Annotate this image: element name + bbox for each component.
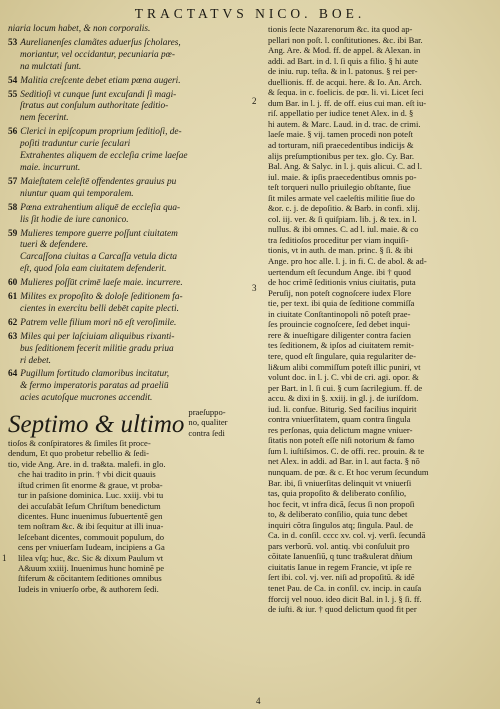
summary-item bbox=[8, 292, 240, 316]
summary-item bbox=[8, 332, 240, 368]
body-line: iul. maie. & ipſis praecedentibus omnis po- bbox=[268, 171, 417, 182]
margin-marker-4: 4 bbox=[256, 696, 261, 706]
body-line: pars verborū. vol. antiq. vbi conſuluit pro bbox=[268, 540, 410, 551]
summary-line bbox=[8, 203, 240, 215]
summary-line bbox=[8, 240, 240, 252]
body-line: Ange. pro hoc alle. l. j. in fi. C. de abol. & ad- bbox=[268, 256, 427, 267]
body-line: inquiri cōtra ſingulos atq; ſingula. Paul. de bbox=[268, 519, 414, 530]
body-line: in ciuitate Conſtantinopoli nō poteſt prae- bbox=[268, 308, 411, 319]
summary-line bbox=[8, 304, 240, 316]
summary-text: Malitia creſcente debet etiam pœna augeri. bbox=[20, 75, 181, 86]
body-line: duellionis. ff. de acqui. here. & Io. An. Arch. bbox=[268, 76, 422, 87]
summary-number: 57 bbox=[8, 176, 18, 187]
summary-line bbox=[8, 344, 240, 356]
body-line: ſtiferum & cōcitantem ſeditiones omnibus bbox=[18, 573, 162, 584]
summary-text: niaria locum habet, & non corporalis. bbox=[8, 24, 151, 34]
summary-item bbox=[8, 318, 240, 330]
body-line: accu. & dixi in §. xxiij. in gl. j. de iuriſdom. bbox=[268, 393, 419, 404]
body-line: Peruſij, non poteſt cognoſcere iudex Flore bbox=[268, 287, 412, 298]
summary-line bbox=[8, 127, 240, 139]
summary-line bbox=[8, 252, 240, 264]
summary-item bbox=[8, 76, 240, 88]
body-line: A&uum xxiiij. Inuenimus hunc hominē pe bbox=[18, 562, 165, 573]
summary-line bbox=[8, 356, 240, 368]
body-line: ad torturam, niſi praecedentibus indicijs & bbox=[268, 140, 414, 151]
summary-text: cientes in exercitu belli debēt capite plecti. bbox=[20, 303, 179, 314]
summary-item bbox=[8, 177, 240, 201]
body-line: cōitate Ianuenſiū, q tunc tra&ulerat dñium bbox=[268, 551, 413, 562]
summary-text: nem fecerint. bbox=[20, 113, 69, 124]
summary-line bbox=[8, 369, 240, 381]
body-line: net Alex. in addi. ad Bar. in l. aut facta. § nō bbox=[268, 456, 420, 467]
summary-item bbox=[8, 229, 240, 277]
summary-text: moriantur, vel occidantur, pecuniaria pœ- bbox=[20, 49, 175, 60]
summary-line bbox=[8, 90, 240, 102]
body-line: hi autem. & Marc. Laud. in d. trac. de crimi. bbox=[268, 118, 421, 129]
septimo-side-line: contra ſedi bbox=[188, 427, 225, 438]
summary-line bbox=[8, 113, 240, 125]
summary-number: 61 bbox=[8, 292, 18, 303]
summary-number: 59 bbox=[8, 228, 18, 239]
margin-marker-2: 2 bbox=[252, 96, 257, 106]
body-line: Bar. ibi, ſi vniuerſitas delinquit vt vniuerſi bbox=[268, 477, 412, 488]
summary-item bbox=[8, 278, 240, 290]
summary-text: Patrem velle filium mori nō eſt veroſimile. bbox=[20, 317, 177, 328]
body-line: &or. c. j. de depoſitio. & Barb. in confi. xlij. bbox=[268, 203, 420, 214]
running-title: TRACTATVS NICO. BOE. bbox=[134, 6, 366, 21]
body-line: hoc fecit, vt infra dicā, ſecus ſi non propoſi bbox=[268, 498, 415, 509]
summary-text: Mulieres tempore guerre poſſunt ciuitatem bbox=[20, 228, 178, 239]
septimo-side-text bbox=[188, 407, 227, 438]
summary-line bbox=[8, 381, 240, 393]
body-line: addi. ad Bart. in d. l. ſi quis a filio. § hi aute bbox=[268, 55, 419, 66]
body-line: contra vniuerſitatem, quam contra ſingula bbox=[268, 414, 411, 425]
septimo-side-line: praeſuppo- bbox=[188, 407, 226, 418]
summary-line bbox=[8, 292, 240, 304]
body-line: tur in paſsione dominica. Luc. xxiij. vbi tu bbox=[18, 490, 164, 501]
summary-line bbox=[8, 332, 240, 344]
body-line: leſcebant dicentes, commouit populum, do bbox=[18, 531, 165, 542]
summary-line bbox=[8, 101, 240, 113]
body-line: ſes prouincie cognoſcere, ſed debet inqui- bbox=[268, 319, 411, 330]
body-line: alijs preſumptionibus per tex. glo. Cy. Bar. bbox=[268, 150, 414, 161]
body-line: iſtud crimen ſit enorme & graue, vt proba- bbox=[18, 479, 163, 490]
summary-text: eſt, quod ſola eam ciuitatem defenderit. bbox=[20, 264, 167, 275]
body-line: ciuitatis Ianue in regem Francie, vt ipſe re bbox=[268, 561, 412, 572]
body-line: uertendum eſt ſecundum Ange. ibi † quod bbox=[268, 266, 411, 277]
summary-text: ri debet. bbox=[20, 355, 51, 366]
summary-item bbox=[8, 203, 240, 227]
body-line: tionis, vt in auth. de man. princ. § ſi. & ibi bbox=[268, 245, 413, 256]
summary-line bbox=[8, 189, 240, 201]
summary-text: Mulieres poſſūt crimē laeſe maie. incurrere. bbox=[20, 278, 183, 289]
summary-line bbox=[8, 278, 240, 290]
summary-line bbox=[8, 393, 240, 405]
summary-text: Seditioſi vt cunque ſunt excuſandi ſi magi- bbox=[20, 89, 177, 100]
body-line: Ang. Are. & Mod. ff. de appel. & Alexan. in bbox=[268, 45, 421, 56]
body-line: tioſos & conſpiratores & ſimiles ſit proce- bbox=[8, 438, 151, 449]
summary-text: bus ſeditionem fecerit militie gradu priua bbox=[20, 343, 174, 354]
body-line: res perſonas, quia delictum magne vniuer- bbox=[268, 424, 413, 435]
body-line: tem noſtram &c. & ibi ſequitur at illi inua- bbox=[18, 521, 164, 532]
summary-line bbox=[8, 177, 240, 189]
body-line: tere, quod eſt ſingulare, quia regulariter de- bbox=[268, 350, 416, 361]
body-line: tes ſeditionem, & ipſos ad ciuitatem remit- bbox=[268, 340, 414, 351]
septimo-heading bbox=[8, 407, 240, 438]
body-line: tio, vide Ang. Are. in d. tra&ta. malefi. in glo. bbox=[8, 458, 166, 469]
septimo-section bbox=[8, 407, 240, 594]
right-column bbox=[268, 24, 492, 615]
summary-text: acies acutoſque mucrones accendit. bbox=[20, 393, 153, 404]
summary-line bbox=[8, 50, 240, 62]
body-line: teſt torqueri nullo priuilegio obſtante, ſiue bbox=[268, 182, 411, 193]
summary-text: Carcaſſona ciuitas a Carcaſſa vetula dicta bbox=[20, 252, 178, 263]
body-line: tenet Pau. de Ca. in conſil. cv. incip. in cauſa bbox=[268, 582, 422, 593]
summary-number: 60 bbox=[8, 278, 18, 289]
summary-line bbox=[8, 151, 240, 163]
septimo-side-line: no, qualiter bbox=[188, 417, 228, 428]
body-line: nullus. & ibi omnes. C. ad l. iul. maie. & co bbox=[268, 224, 419, 235]
body-line: dicentes. Hunc inuenimus ſubuertentē gen bbox=[18, 510, 163, 521]
body-line: rere & inueſtigare diligenter contra facien bbox=[268, 329, 411, 340]
body-line: che hai tradito in prin. † vbi dicit quauis bbox=[18, 469, 156, 480]
summary-line bbox=[8, 24, 240, 36]
body-line: Iudeis in vniuerſo orbe, & authorem ſedi. bbox=[18, 583, 159, 594]
body-line: ſert ibi. col. vj. ver. niſi ad propoſitū. & idē bbox=[268, 572, 415, 583]
body-line: pellari non poſt. l. conſtitutiones. &c. ibi Bar. bbox=[268, 34, 423, 45]
summary-line bbox=[8, 229, 240, 241]
summary-text: Aurelianenſes clamãtes aduerſus ſcholares, bbox=[20, 37, 181, 48]
summary-number: 56 bbox=[8, 127, 18, 138]
body-line: tas, quia propoſito & deliberato conſilio, bbox=[268, 488, 407, 499]
summary-text: Miles qui per laſciuiam aliquibus rixanti- bbox=[20, 331, 175, 342]
body-line: & ſequa. in c. foelicis. de pœ. li. vi. Licet ſeci bbox=[268, 87, 424, 98]
summary-number: 55 bbox=[8, 89, 18, 100]
body-line: nunquam. de pœ. & c. Et hoc verum ſecundum bbox=[268, 466, 429, 477]
body-line: li&um alibi commiſſum poteſt illic puniri, vt bbox=[268, 361, 421, 372]
body-line: volunt doc. in l. j. C. vbi de cri. agi. opor. & bbox=[268, 372, 419, 383]
summary-number: 54 bbox=[8, 75, 18, 86]
body-line: tra ſeditioſos proceditur per viam inquiſi- bbox=[268, 234, 409, 245]
summary-text: Milites ex propoſito & doloſe ſeditionem fa- bbox=[20, 292, 183, 303]
summary-text: poſiti traduntur curie ſeculari bbox=[20, 139, 131, 150]
summary-line bbox=[8, 264, 240, 276]
body-line: dum Bar. in l. j. ff. de off. eius cui man. eſt iu- bbox=[268, 97, 427, 108]
body-line: ſum l. iuſtiſsimos. C. de offi. rec. prouin. & te bbox=[268, 445, 425, 456]
body-line: cens per vniuerſam Iudeam, incipiens a Ga bbox=[18, 542, 165, 553]
summary-text: niuntur quam qui temporalem. bbox=[20, 188, 134, 199]
summary-item bbox=[8, 38, 240, 74]
summary-number: 53 bbox=[8, 37, 18, 48]
body-line: lilea vſq; huc, &c. Sic & dixum Paulum vt bbox=[18, 552, 164, 563]
body-line: tionis ſecte Nazarenorum &c. ita quod ap- bbox=[268, 24, 413, 34]
summary-item bbox=[8, 127, 240, 175]
body-line: ſit miles armate vel caeleſtis militie ſiue do bbox=[268, 192, 415, 203]
summary-number: 62 bbox=[8, 317, 18, 328]
summary-number: 63 bbox=[8, 331, 18, 342]
summary-text: & fermo imperatoris paratas ad praeliū bbox=[20, 381, 169, 392]
summary-text: Extrahentes aliquem de eccleſia crime laeſae bbox=[20, 151, 188, 162]
summary-line bbox=[8, 139, 240, 151]
summary-line bbox=[8, 318, 240, 330]
left-column bbox=[8, 24, 240, 594]
body-line: dei accuſabāt Ieſum Chriſtum benedictum bbox=[18, 500, 161, 511]
summary-line bbox=[8, 215, 240, 227]
summary-text: Pœna extrahentium aliquē de eccleſia qua- bbox=[20, 202, 181, 213]
summary-text: Clerici in epiſcopum proprium ſeditioſi, de- bbox=[20, 127, 182, 138]
body-line: de iniu. rup. teſta. & in l. patonus. § rei per- bbox=[268, 66, 418, 77]
body-line: to, & deliberato conſilio, quia tunc debet bbox=[268, 509, 408, 520]
body-line: col. iij. ver. & ſi quiſpiam. lib. j. & tex. in l. bbox=[268, 213, 417, 224]
summary-line bbox=[8, 76, 240, 88]
summary-text: Maieſtatem celeſtē offendentes grauius pu bbox=[20, 176, 177, 187]
summary-text: Pugillum fortitudo clamoribus incitatur, bbox=[20, 369, 170, 380]
summary-number: 64 bbox=[8, 369, 18, 380]
summary-item bbox=[8, 24, 240, 36]
summary-text: ſtratus aut conſulum authoritate ſeditio- bbox=[20, 101, 169, 112]
margin-marker-3: 3 bbox=[252, 283, 257, 293]
summary-item bbox=[8, 90, 240, 126]
body-line: fforcij vel nouo. ideo dicit Bal. in l. j. § ſi. ff. bbox=[268, 593, 422, 604]
body-line: iud. li. confue. Biturig. Sed facilius inquirit bbox=[268, 403, 417, 414]
summary-list bbox=[8, 24, 240, 405]
summary-text: maie. incurrunt. bbox=[20, 162, 81, 173]
body-line: de hoc crimē ſeditionis vnius ciuitatis, puta bbox=[268, 277, 416, 288]
summary-text: tueri & defendere. bbox=[20, 240, 89, 251]
body-line: Bal. Ang. & Salyc. in l. j. quis alicui. C. ad l. bbox=[268, 161, 422, 172]
summary-item bbox=[8, 369, 240, 405]
septimo-initial: Septimo & ultimo bbox=[8, 411, 185, 439]
body-line: riſ. appellatio per iudice tenet Alex. in d. § bbox=[268, 108, 414, 119]
body-line: dendum, Et quo probetur rebellio & ſedi- bbox=[8, 448, 150, 459]
body-line: Ca. in d. conſil. cccc xv. col. vj. verſi. ſecundā bbox=[268, 530, 426, 541]
body-line: per Bart. in l. ſi cui. § cum ſacrilegium. ff. de bbox=[268, 382, 423, 393]
body-line: laeſe maie. § vij. tamen procedi non poteſt bbox=[268, 129, 413, 140]
summary-text: lis ſit hodie de iure canonico. bbox=[20, 214, 129, 225]
body-line: de iuſti. & iur. † quod delictum quod fit per bbox=[268, 604, 417, 615]
summary-number: 58 bbox=[8, 202, 18, 213]
summary-text: na mulctati ſunt. bbox=[20, 61, 82, 72]
summary-line bbox=[8, 38, 240, 50]
summary-line bbox=[8, 163, 240, 175]
septimo-body bbox=[8, 438, 240, 594]
body-line: ſitatis non poteſt eſſe niſi notorium & famo bbox=[268, 435, 415, 446]
margin-marker-1: 1 bbox=[2, 553, 7, 563]
summary-line bbox=[8, 62, 240, 74]
body-line: tie, per text. ibi quia de ſeditione commiſſa bbox=[268, 298, 415, 309]
